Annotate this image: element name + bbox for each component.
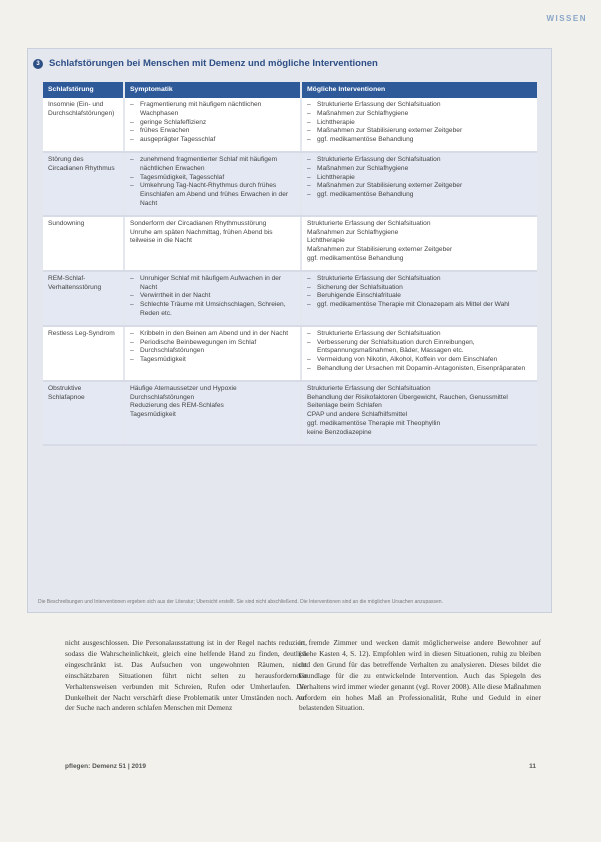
- list-item: – Strukturierte Erfassung der Schlafsituation: [307, 101, 532, 110]
- list-item: – Vermeidung von Nikotin, Alkohol, Koffein vor dem Einschlafen: [307, 356, 532, 365]
- interventions-cell: [301, 381, 537, 445]
- list-item: – Sicherung der Schlafsituation: [307, 284, 532, 293]
- list-item: – Maßnahmen zur Stabilisierung externer Zeitgeber: [307, 182, 532, 191]
- list-item: Häufige Atemaussetzer und Hypoxie: [130, 384, 237, 392]
- list-item: – Unruhiger Schlaf mit häufigem Aufwachen in der Nacht: [130, 275, 295, 293]
- interventions-cell: [301, 326, 537, 381]
- list-item: – Umkehrung Tag-Nacht-Rhythmus durch frühes Einschlafen am Abend und frühes Erwachen in der Nacht: [130, 182, 295, 208]
- symptoms-cell: [124, 152, 301, 216]
- list-item: – ggf. medikamentöse Behandlung: [307, 136, 532, 145]
- column-header: Schlafstörung: [43, 82, 124, 98]
- list-item: – zunehmend fragmentierter Schlaf mit häufigem nächtlichen Erwachen: [130, 156, 295, 174]
- interventions-cell: [301, 271, 537, 326]
- list-item: ggf. medikamentöse Therapie mit Theophyllin: [307, 419, 441, 427]
- body-text-left: nicht ausgeschlossen. Die Personalausstattung ist in der Regel nachts reduziert, sodass die Wahrscheinlichkeit, gleich eine helfende Hand zu finden, deutlich eingeschränkt ist. Das Aufsuchen von ungewohnten Räumen, nicht einschätzbaren Situationen führt nicht selten zu herausfordernden Verhaltensweisen verbunden mit Schreien, Rufen oder Umherlaufen. Die Dunkelheit der Nacht verschärft diese Problematik unter Umständen noch. Auf der Suche nach anderen schlafen Menschen mit Demenz: [65, 638, 307, 713]
- interventions-cell: [301, 152, 537, 216]
- list-item: Strukturierte Erfassung der Schlafsituation: [307, 219, 431, 227]
- list-item: – Behandlung der Ursachen mit Dopamin-Antagonisten, Eisenpräparaten: [307, 365, 532, 374]
- table-row: [43, 326, 537, 381]
- list-item: – Periodische Beinbewegungen im Schlaf: [130, 339, 295, 348]
- table-row: [43, 381, 537, 445]
- disorder-name: Restless Leg-Syndrom: [43, 326, 124, 381]
- list-item: – Durchschlafstörungen: [130, 347, 295, 356]
- body-text-right: in fremde Zimmer und wecken damit möglicherweise andere Bewohner auf (siehe Kasten 4, S. 12). Empfohlen wird in diesen Situationen, ruhig zu bleiben und den Grund für das betreffende Verhalten zu analysieren. Dieses bildet die Grundlage für die zu entwickelnde Intervention. Auch das Spiegeln des Verhaltens wird immer wieder genannt (vgl. Rover 2008). Alle diese Maßnahmen erfordern ein hohes Maß an Professionalität, Ruhe und Geduld in einer belastenden Situation.: [299, 638, 541, 713]
- symptoms-cell: [124, 326, 301, 381]
- list-item: ggf. medikamentöse Behandlung: [307, 254, 404, 262]
- table-header-row: [43, 82, 537, 98]
- list-item: – Tagesmüdigkeit: [130, 356, 295, 365]
- sleep-disorder-table: [43, 82, 537, 446]
- symptoms-cell: [124, 98, 301, 152]
- list-item: – Maßnahmen zur Schlafhygiene: [307, 165, 532, 174]
- list-item: Tagesmüdigkeit: [130, 411, 176, 419]
- disorder-name: Obstruktive Schlafapnoe: [43, 381, 124, 445]
- journal-footer: pflegen: Demenz 51 | 2019: [65, 763, 146, 770]
- list-item: – ausgeprägter Tagesschlaf: [130, 136, 295, 145]
- list-item: – Strukturierte Erfassung der Schlafsituation: [307, 275, 532, 284]
- list-item: Lichttherapie: [307, 237, 345, 245]
- symptoms-cell: [124, 216, 301, 271]
- list-item: CPAP und andere Schlafhilfsmittel: [307, 411, 408, 419]
- list-item: – Schlechte Träume mit Umsichschlagen, Schreien, Reden etc.: [130, 301, 295, 319]
- list-item: – Strukturierte Erfassung der Schlafsituation: [307, 330, 532, 339]
- list-item: Durchschlafstörungen: [130, 393, 195, 401]
- list-item: – Beruhigende Einschlafrituale: [307, 292, 532, 301]
- table-footnote: Die Beschreibungen und Interventionen ergeben sich aus der Literatur; Übersicht erstellt. Sie sind nicht abschließend. Die Interventionen sind an die möglichen Ursachen anzupassen.: [38, 599, 443, 605]
- section-label: WISSEN: [546, 14, 587, 23]
- disorder-name: REM-Schlaf-Verhaltensstörung: [43, 271, 124, 326]
- list-item: Behandlung der Risikofaktoren Übergewicht, Rauchen, Genussmittel: [307, 393, 508, 401]
- column-header: Symptomatik: [124, 82, 301, 98]
- interventions-cell: [301, 98, 537, 152]
- disorder-name: Störung des Circadianen Rhythmus: [43, 152, 124, 216]
- list-item: – Strukturierte Erfassung der Schlafsituation: [307, 156, 532, 165]
- page-number: 11: [529, 763, 536, 770]
- list-item: Seitenlage beim Schlafen: [307, 402, 382, 410]
- list-item: Maßnahmen zur Schlafhygiene: [307, 228, 399, 236]
- list-item: – geringe Schlafeffizienz: [130, 119, 295, 128]
- list-item: Reduzierung des REM-Schlafes: [130, 402, 224, 410]
- list-item: Maßnahmen zur Stabilisierung externer Zeitgeber: [307, 246, 453, 254]
- table-row: [43, 98, 537, 152]
- list-item: – Verwirrtheit in der Nacht: [130, 292, 295, 301]
- table-row: [43, 271, 537, 326]
- list-item: Strukturierte Erfassung der Schlafsituation: [307, 384, 431, 392]
- list-item: – Lichttherapie: [307, 174, 532, 183]
- list-item: – Maßnahmen zur Stabilisierung externer Zeitgeber: [307, 127, 532, 136]
- list-item: keine Benzodiazepine: [307, 428, 372, 436]
- interventions-cell: [301, 216, 537, 271]
- box-title: [33, 58, 561, 69]
- list-item: Sonderform der Circadianen Rhythmusstörung: [130, 219, 267, 227]
- symptoms-cell: [124, 271, 301, 326]
- list-item: – ggf. medikamentöse Behandlung: [307, 191, 532, 200]
- table-row: [43, 216, 537, 271]
- column-header: Mögliche Interventionen: [301, 82, 537, 98]
- list-item: – Tagesmüdigkeit, Tagesschlaf: [130, 174, 295, 183]
- box-number-badge: 3: [33, 59, 43, 69]
- list-item: – Maßnahmen zur Schlafhygiene: [307, 110, 532, 119]
- list-item: Unruhe am späten Nachmittag, frühen Abend bis teilweise in die Nacht: [130, 228, 273, 245]
- list-item: – Lichttherapie: [307, 119, 532, 128]
- symptoms-cell: [124, 381, 301, 445]
- list-item: – frühes Erwachen: [130, 127, 295, 136]
- disorder-name: Insomnie (Ein- und Durchschlafstörungen): [43, 98, 124, 152]
- disorder-name: Sundowning: [43, 216, 124, 271]
- list-item: – Verbesserung der Schlafsituation durch Einreibungen, Entspannungsmaßnahmen, Bäder, Massagen etc.: [307, 339, 532, 357]
- list-item: – Fragmentierung mit häufigem nächtlichen Wachphasen: [130, 101, 295, 119]
- list-item: – Kribbeln in den Beinen am Abend und in der Nacht: [130, 330, 295, 339]
- list-item: – ggf. medikamentöse Therapie mit Clonazepam als Mittel der Wahl: [307, 301, 532, 310]
- box-title-text: Schlafstörungen bei Menschen mit Demenz und mögliche Interventionen: [49, 58, 378, 69]
- table-row: [43, 152, 537, 216]
